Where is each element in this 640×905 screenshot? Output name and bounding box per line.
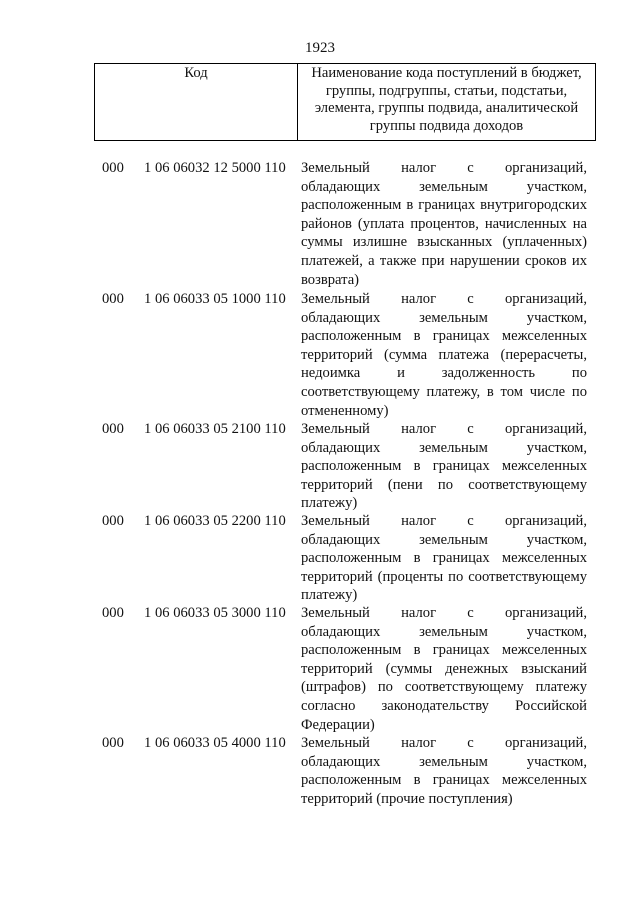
admin-code: 000 [102, 160, 124, 176]
header-code-column: Код [95, 64, 298, 141]
revenue-code: 1 06 06033 05 4000 110 [144, 735, 286, 751]
revenue-code: 1 06 06032 12 5000 110 [144, 160, 286, 176]
revenue-code-name: Земельный налог с организаций, обладающих земельным участком, расположенным в границах межселенных территорий (сумма платежа (перерасчеты, недоимка и задолженность по соответствующему платежу, в том числе по отмененному) [301, 291, 587, 419]
revenue-code: 1 06 06033 05 2100 110 [144, 421, 286, 437]
header-name-column: Наименование кода поступлений в бюджет, группы, подгруппы, статьи, подстатьи, элемента, группы подвида, аналитической группы подвида доходов [298, 64, 596, 141]
revenue-code-name: Земельный налог с организаций, обладающих земельным участком, расположенным в границах внутригородских районов (уплата процентов, начисленных на суммы излишне взысканных (уплаченных) платежей, а также при нарушении сроков их возврата) [301, 160, 587, 288]
revenue-code: 1 06 06033 05 3000 110 [144, 605, 286, 621]
revenue-code-name: Земельный налог с организаций, обладающих земельным участком, расположенным в границах межселенных территорий (суммы денежных взысканий (штрафов) по соответствующему платежу согласно законодательству Российской Федерации) [301, 605, 587, 733]
revenue-code: 1 06 06033 05 1000 110 [144, 291, 286, 307]
revenue-code-name: Земельный налог с организаций, обладающих земельным участком, расположенным в границах межселенных территорий (прочие поступления) [301, 735, 587, 807]
admin-code: 000 [102, 513, 124, 529]
page-number: 1923 [305, 40, 335, 56]
admin-code: 000 [102, 735, 124, 751]
admin-code: 000 [102, 605, 124, 621]
header-table [94, 63, 596, 141]
admin-code: 000 [102, 421, 124, 437]
revenue-code: 1 06 06033 05 2200 110 [144, 513, 286, 529]
admin-code: 000 [102, 291, 124, 307]
revenue-code-name: Земельный налог с организаций, обладающих земельным участком, расположенным в границах межселенных территорий (проценты по соответствующему платежу) [301, 513, 587, 604]
revenue-code-name: Земельный налог с организаций, обладающих земельным участком, расположенным в границах межселенных территорий (пени по соответствующему платежу) [301, 421, 587, 512]
